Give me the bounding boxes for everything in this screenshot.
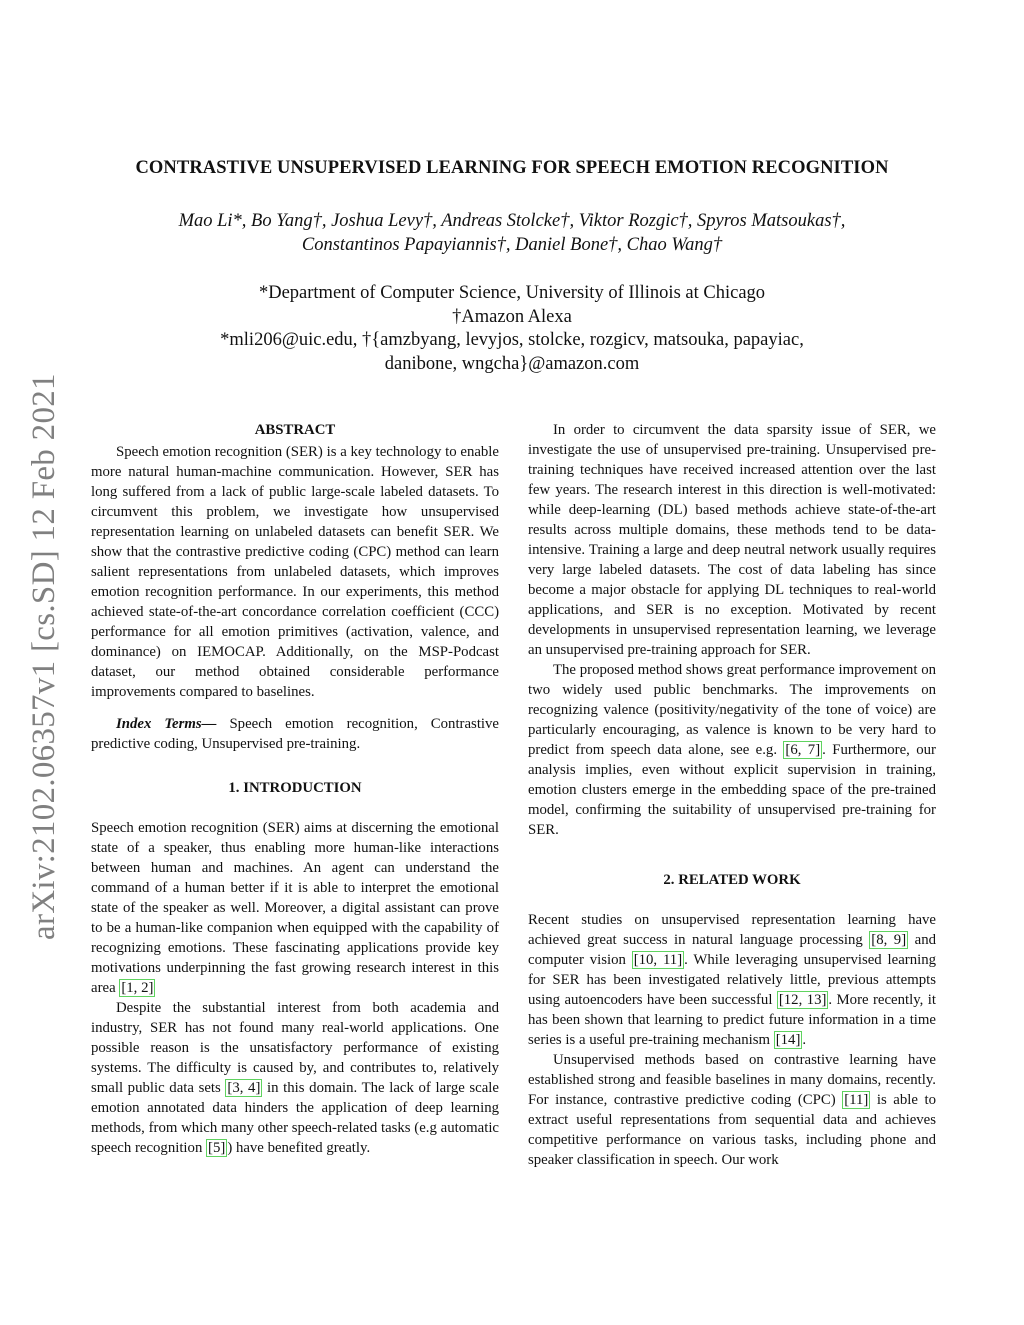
citation-link[interactable]: [6, 7] (785, 742, 821, 758)
email-line-1: *mli206@uic.edu, †{amzbyang, levyjos, stolcke, rozgicv, matsouka, papayiac, (220, 330, 804, 350)
author-line-2: Constantinos Papayiannis†, Daniel Bone†, Chao Wang† (301, 235, 723, 255)
index-terms (91, 714, 499, 754)
intro-paragraph-1 (91, 818, 499, 998)
related-p1-text-c: . While leveraging unsupervised learning for SER has been investigated relatively little, previous attempts using autoencoders have been successful (528, 952, 936, 1008)
intro-p1-text: Speech emotion recognition (SER) aims at discerning the emotional state of a speaker, thus enabling more human-like interactions between human and machines. An agent can understand the command of a human better if it is able to interpret the emotional state of the speaker as well. Moreover, a digital assistant can prove to be a human-like companion when equipped with the capability of recognizing emotions. These fascinating applications provide key motivations underpinning the fast growing research interest in this area (91, 820, 499, 996)
affiliation-uic: *Department of Computer Science, University of Illinois at Chicago (258, 283, 766, 303)
right-p2-text-a: The proposed method shows great performance improvement on two widely used public benchmarks. The improvements on recognizing valence (positivity/negativity of the tone of voice) are particularly encouraging, as valence is known to be very hard to predict from speech data alone, see e.g. (528, 662, 936, 758)
related-p1-text-e: . (802, 1032, 807, 1048)
citation-link[interactable]: [14] (775, 1032, 801, 1048)
intro-p2-text-c: ) have benefited greatly. (227, 1140, 371, 1156)
right-p2-text-b: . Furthermore, our analysis implies, even without explicit supervision in training, emotion clusters emerge in the embedding space of the pre-trained model, confirming the suitability of unsupervised pre-training for SER. (528, 742, 936, 838)
related-p1-text-b: and computer vision (528, 932, 936, 968)
author-list (60, 209, 964, 257)
abstract-heading: ABSTRACT (254, 422, 336, 438)
email-line-2: danibone, wngcha}@amazon.com (384, 353, 640, 374)
affiliation-amazon: †Amazon Alexa (452, 306, 572, 327)
left-column (91, 420, 499, 1158)
related-p2-text-b: is able to extract useful representations from sequential data and achieves competitive performance on various tasks, including phone and speaker classification in speech. Our work (528, 1092, 937, 1168)
citation-link[interactable]: [11] (844, 1092, 869, 1108)
citation-link[interactable]: [5] (208, 1140, 226, 1156)
paper-title: CONTRASTIVE UNSUPERVISED LEARNING FOR SPEECH EMOTION RECOGNITION (135, 158, 889, 178)
related-p2-text-a: Unsupervised methods based on contrastive learning have established strong and feasible baselines in many domains, recently. For instance, contrastive predictive coding (CPC) (528, 1052, 936, 1108)
citation-link[interactable]: [3, 4] (227, 1080, 261, 1096)
citation-link[interactable]: [12, 13] (778, 992, 827, 1008)
abstract-text: Speech emotion recognition (SER) is a key technology to enable more natural human-machine communication. However, SER has long suffered from a lack of public large-scale labeled datasets. To circumvent this problem, we investigate how unsupervised representation learning on unlabeled datasets can benefit SER. We show that the contrastive predictive coding (CPC) method can learn salient representations from unlabeled datasets, which improves emotion recognition performance. In our experiments, this method achieved state-of-the-art concordance correlation coefficient (CCC) performance for all emotion primitives (activation, valence, and dominance) on IEMOCAP. Additionally, on the MSP-Podcast dataset, our method obtained considerable performance improvements compared to baselines. (91, 444, 499, 700)
related-work-heading: 2. RELATED WORK (663, 872, 801, 888)
arxiv-side-label: arXiv:2102.06357v1 [cs.SD] 12 Feb 2021 (26, 373, 62, 940)
intro-p2-text-b: in this domain. The lack of large scale emotion annotated data hinders the application of deep learning methods, from which many other speech-related tasks (e.g automatic speech recognition (91, 1080, 499, 1156)
index-terms-label: Index Terms— (116, 716, 217, 732)
related-p1-text-d: . More recently, it has been shown that learning to predict future information in a time series is a useful pre-training mechanism (528, 992, 936, 1048)
related-paragraph-1 (528, 910, 936, 1050)
right-column (528, 420, 936, 1170)
intro-p2-text-a: Despite the substantial interest from both academia and industry, SER has not found many real-world applications. One possible reason is the unsatisfactory performance of existing systems. The difficulty is caused by, and contributes to, relatively small public data sets (91, 1000, 499, 1096)
intro-paragraph-2 (91, 998, 499, 1158)
index-terms-text: Speech emotion recognition, Contrastive predictive coding, Unsupervised pre-training. (91, 716, 500, 752)
citation-link[interactable]: [1, 2] (121, 980, 154, 996)
related-p1-text-a: Recent studies on unsupervised representation learning have achieved great success in natural language processing (528, 912, 936, 948)
introduction-heading: 1. INTRODUCTION (228, 780, 362, 796)
author-line-1: Mao Li*, Bo Yang†, Joshua Levy†, Andreas Stolcke†, Viktor Rozgic†, Spyros Matsoukas†, (178, 211, 846, 231)
related-paragraph-2 (528, 1050, 936, 1170)
right-paragraph-1: In order to circumvent the data sparsity issue of SER, we investigate the use of unsupervised pre-training. Unsupervised pre-training techniques have received increased attention over the last few years. The research interest in this direction is well-motivated: while deep-learning (DL) based methods achieve state-of-the-art results across multiple domains, these methods tend to be data-intensive. Training a large and deep neutral network usually requires very large labeled datasets. The cost of data labeling has since become a major obstacle for applying DL techniques to real-world applications, and SER is no exception. Motivated by recent developments in unsupervised representation learning, we leverage an unsupervised pre-training approach for SER. (528, 422, 936, 658)
citation-link[interactable]: [8, 9] (871, 932, 907, 948)
affiliations (60, 282, 964, 376)
citation-link[interactable]: [10, 11] (633, 952, 683, 968)
right-paragraph-2 (528, 660, 936, 840)
